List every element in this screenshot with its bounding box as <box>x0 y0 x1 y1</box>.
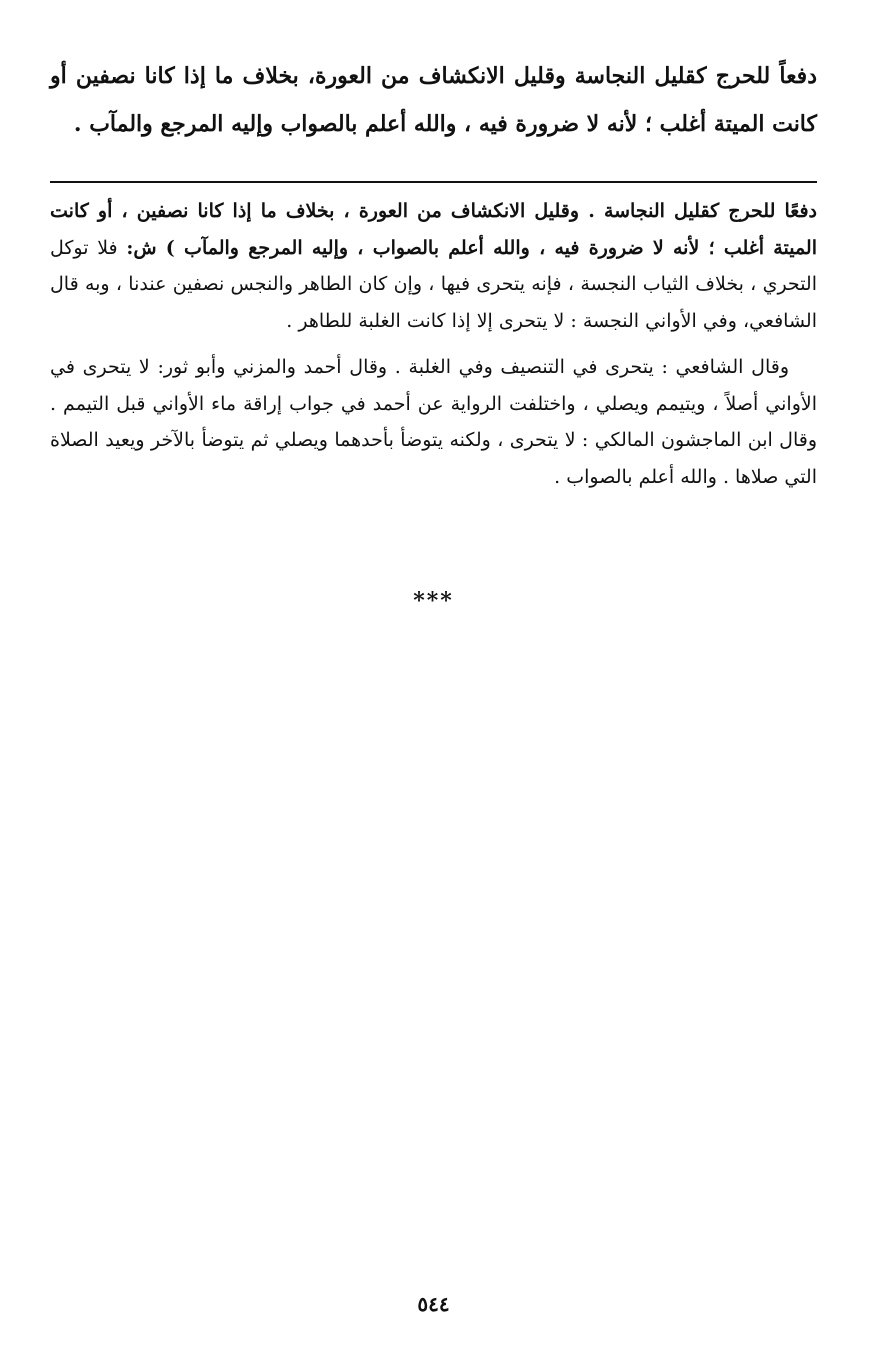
section-separator: *** <box>413 588 454 614</box>
footnote-divider <box>50 181 817 183</box>
commentary-text: فلا توكل التحري ، بخلاف الثياب النجسة ، فإنه يتحرى فيها ، وإن كان الطاهر والنجس نصفين عندنا ، وبه قال الشافعي، وفي الأواني النجسة : لا يتحرى إلا إذا كانت الغلبة للطاهر . <box>50 236 817 332</box>
page-number: ٥٤٤ <box>417 1292 450 1316</box>
quoted-main-text: دفعًا للحرج كقليل النجاسة . وقليل الانكشاف من العورة ، بخلاف ما إذا كانا نصفين ، أو كانت الميتة أغلب ؛ لأنه لا ضرورة فيه ، والله أعلم بالصواب ، وإليه المرجع والمآب ) ش: <box>50 200 817 259</box>
commentary-paragraph-2: وقال الشافعي : يتحرى في التنصيف وفي الغلبة . وقال أحمد والمزني وأبو ثور: لا يتحرى في الأواني أصلاً ، ويتيمم ويصلي ، واختلفت الرواية عن أحمد في جواب إراقة ماء الأواني قبل التيمم . وقال ابن الماجشون المالكي : لا يتحرى ، ولكنه يتوضأ بأحدهما ويصلي ثم يتوضأ بالآخر ويعيد الصلاة التي صلاها . والله أعلم بالصواب . <box>50 356 817 488</box>
commentary-paragraph-1 <box>50 193 817 339</box>
main-text: دفعاً للحرج كقليل النجاسة وقليل الانكشاف من العورة، بخلاف ما إذا كانا نصفين أو كانت الميتة أغلب ؛ لأنه لا ضرورة فيه ، والله أعلم بالصواب وإليه المرجع والمآب . <box>50 63 817 137</box>
commentary-section <box>50 193 817 495</box>
document-page <box>50 0 817 1367</box>
